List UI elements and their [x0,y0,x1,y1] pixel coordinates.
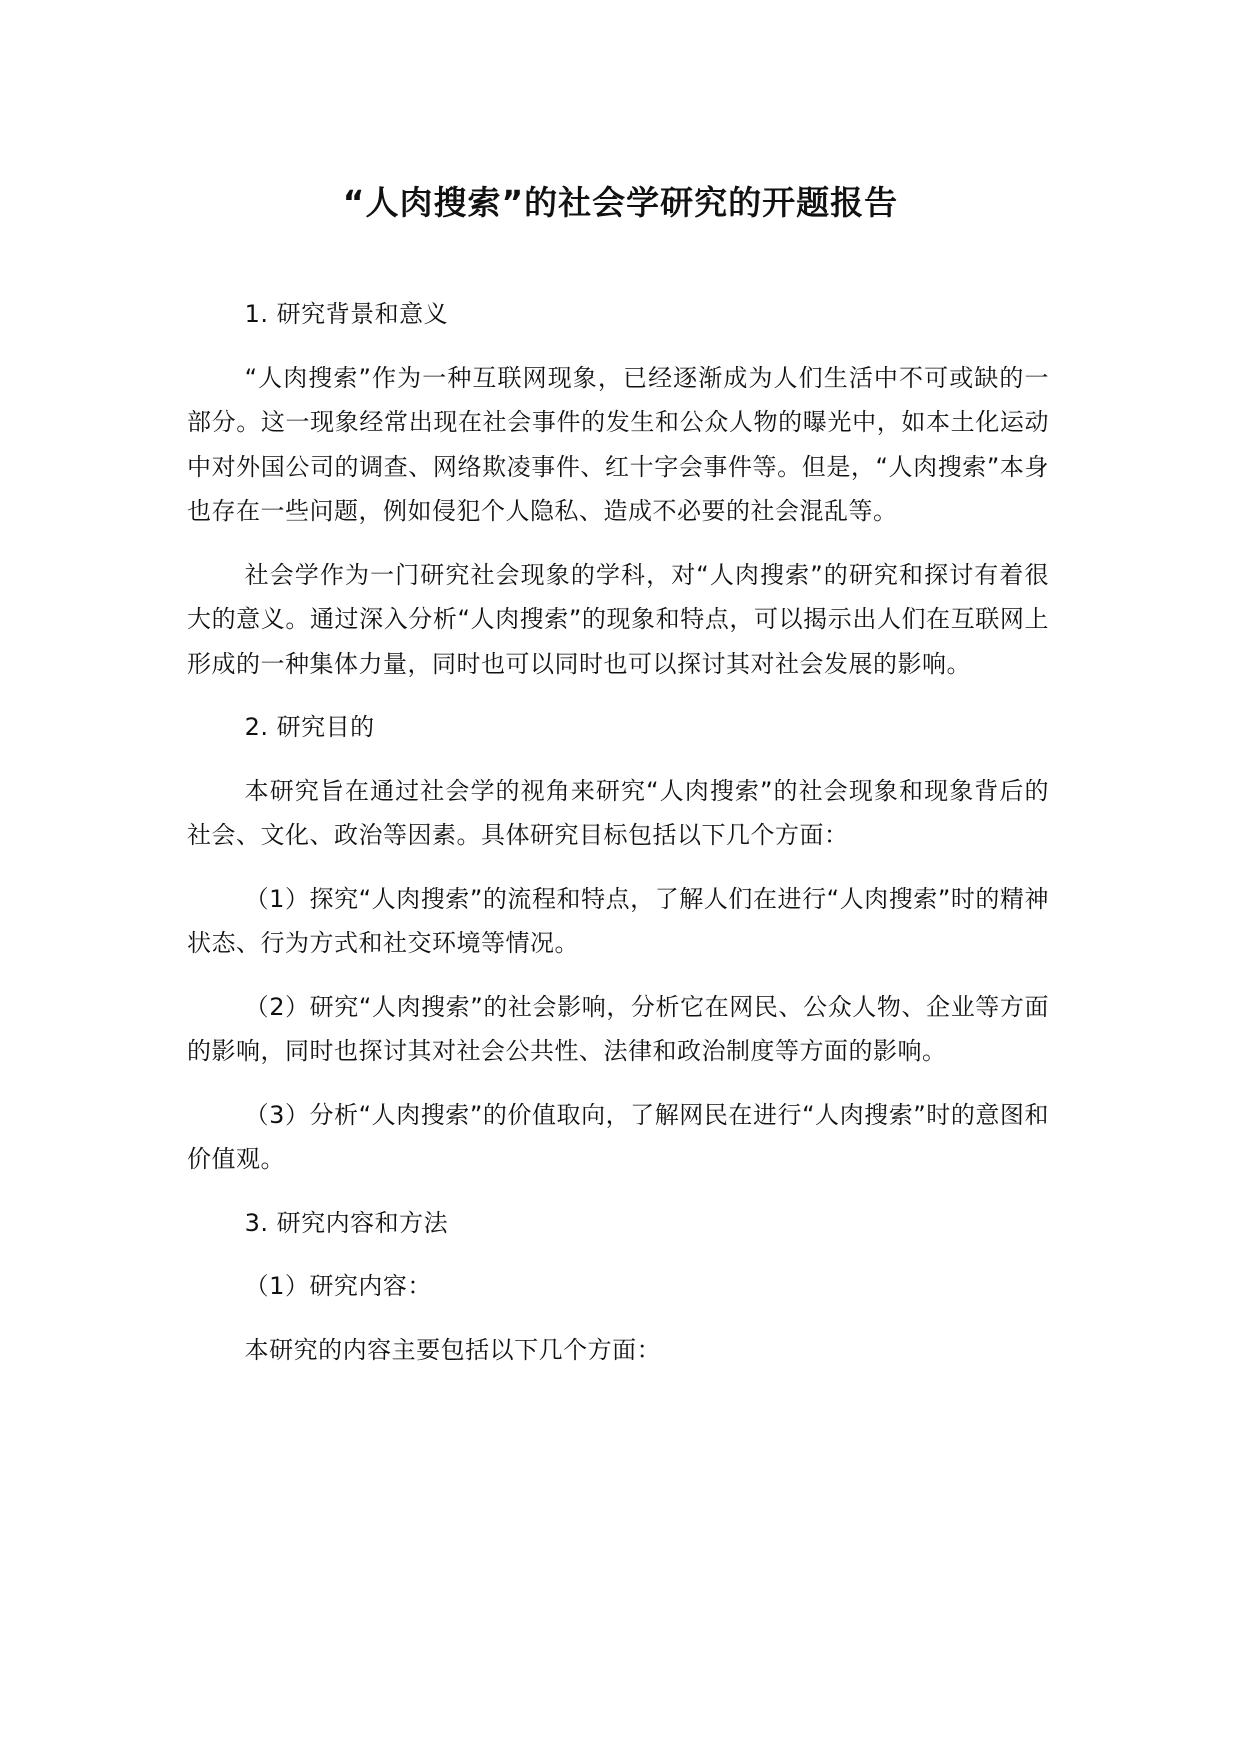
subheading-content: （1）研究内容： [244,1272,432,1300]
paragraph-background-1: “人肉搜索”作为一种互联网现象，已经逐渐成为人们生活中不可或缺的一部分。这一现象经常出现在社会事件的发生和公众人物的曝光中，如本土化运动中对外国公司的调查、网络欺凌事件、红十字会事件等。但是，“人肉搜索”本身也存在一些问题，例如侵犯个人隐私、造成不必要的社会混乱等。 [187,363,1049,525]
paragraph-purpose-item-3: （3）分析“人肉搜索”的价值取向，了解网民在进行“人肉搜索”时的意图和价值观。 [187,1100,1049,1173]
document-body [187,292,1049,1391]
document-title: “人肉搜索”的社会学研究的开题报告 [342,183,899,222]
paragraph-content-intro: 本研究的内容主要包括以下几个方面： [244,1335,662,1364]
section-heading-purpose: 2. 研究目的 [244,713,375,741]
paragraph-purpose-item-2: （2）研究“人肉搜索”的社会影响，分析它在网民、公众人物、企业等方面的影响，同时也探讨其对社会公共性、法律和政治制度等方面的影响。 [187,992,1049,1065]
section-heading-background: 1. 研究背景和意义 [244,300,449,328]
paragraph-purpose-item-1: （1）探究“人肉搜索”的流程和特点，了解人们在进行“人肉搜索”时的精神状态、行为方式和社交环境等情况。 [187,884,1049,957]
section-heading-content-method: 3. 研究内容和方法 [244,1208,449,1237]
paragraph-purpose-intro: 本研究旨在通过社会学的视角来研究“人肉搜索”的社会现象和现象背后的社会、文化、政治等因素。具体研究目标包括以下几个方面： [187,776,1049,849]
paragraph-background-2: 社会学作为一门研究社会现象的学科，对“人肉搜索”的研究和探讨有着很大的意义。通过深入分析“人肉搜索”的现象和特点，可以揭示出人们在互联网上形成的一种集体力量，同时也可以同时也可以探讨其对社会发展的影响。 [187,560,1049,678]
